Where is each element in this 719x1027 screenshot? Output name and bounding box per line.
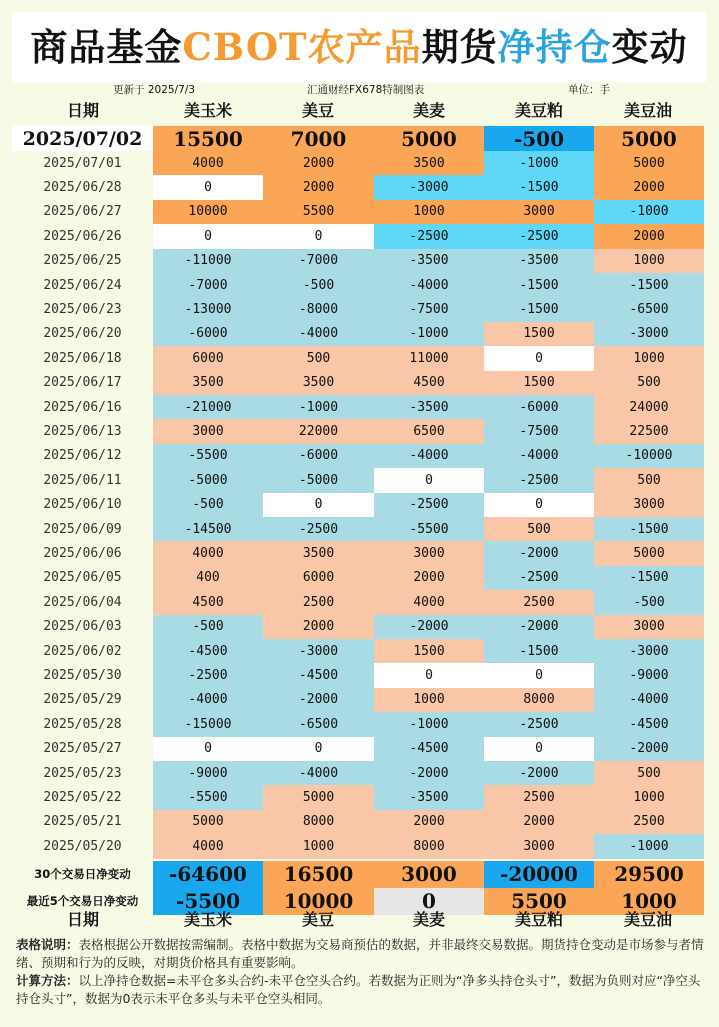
row-date: 2025/07/01 [43, 155, 122, 171]
notes-calculation [16, 972, 706, 1008]
cell-美豆油: 1000 [594, 888, 704, 915]
cell-美麦: 5000 [374, 126, 484, 151]
cell-美豆粕: -2500 [484, 468, 594, 492]
row-date: 2025/05/23 [43, 765, 122, 781]
cell-美豆: -2000 [263, 688, 374, 712]
row-date: 2025/06/06 [43, 546, 122, 562]
data-row [12, 151, 704, 175]
data-row [12, 493, 704, 517]
cell-美麦: 2000 [374, 810, 484, 834]
data-row [12, 224, 704, 248]
cell-美豆: -4500 [263, 663, 374, 687]
data-row [12, 444, 704, 468]
notes-desc-text: 表格根据公开数据按需编制。表格中数据为交易商预估的数据，并非最终交易数据。期货持仓变动是市场参与者情绪、预期和行为的反映，对期货价格具有重要影响。 [16, 937, 704, 970]
cell-美玉米: -4000 [153, 688, 263, 712]
row-date: 2025/06/02 [43, 643, 122, 659]
row-date: 2025/06/25 [43, 253, 122, 269]
title-part-2: CBOT农产品 [182, 25, 422, 69]
data-row [12, 175, 704, 199]
cell-美豆: 5000 [263, 785, 374, 809]
cell-美豆油: 3000 [594, 493, 704, 517]
cell-美豆油: 500 [594, 761, 704, 785]
cell-美豆油: -1500 [594, 566, 704, 590]
cell-美麦: -2000 [374, 761, 484, 785]
cell-美豆油: -9000 [594, 663, 704, 687]
data-row [12, 200, 704, 224]
cell-美豆: 1000 [263, 834, 374, 858]
row-date: 2025/05/29 [43, 692, 122, 708]
cell-美豆油: -2000 [594, 737, 704, 761]
cell-美麦: -2000 [374, 615, 484, 639]
cell-美豆: -2500 [263, 517, 374, 541]
row-date: 2025/06/12 [43, 448, 122, 464]
cell-美麦: 4000 [374, 590, 484, 614]
cell-美豆粕: -1000 [484, 151, 594, 175]
notes-calc-text: 以上净持仓数据=未平仓多头合约-未平仓空头合约。若数据为正则为“净多头持仓头寸”，数据为负则对应“净空头持仓头寸”，数据为0表示未平仓多头与未平仓空头相同。 [16, 973, 701, 1006]
cell-美豆: 2500 [263, 590, 374, 614]
cell-美玉米: 0 [153, 737, 263, 761]
cell-美豆粕: -1500 [484, 639, 594, 663]
cell-美豆: -7000 [263, 249, 374, 273]
notes [16, 936, 706, 1008]
row-date: 2025/06/10 [43, 497, 122, 513]
cell-美豆粕: -7500 [484, 419, 594, 443]
data-row [12, 395, 704, 419]
cell-美豆油: 1000 [594, 785, 704, 809]
cell-美豆: 6000 [263, 566, 374, 590]
cell-美麦: -1000 [374, 322, 484, 346]
data-row [12, 541, 704, 565]
cell-美玉米: 4000 [153, 541, 263, 565]
cell-美玉米: 0 [153, 224, 263, 248]
cell-美豆: 2000 [263, 615, 374, 639]
row-date: 2025/06/20 [43, 326, 122, 342]
cell-美玉米: -15000 [153, 712, 263, 736]
cell-美豆油: 5000 [594, 541, 704, 565]
meta-row [0, 82, 719, 98]
cell-美玉米: -7000 [153, 273, 263, 297]
cell-美玉米: 6000 [153, 346, 263, 370]
cell-美豆粕: 0 [484, 346, 594, 370]
cell-美豆: 16500 [263, 861, 374, 888]
cell-美豆: 8000 [263, 810, 374, 834]
cell-美豆: 2000 [263, 151, 374, 175]
cell-美豆粕: -3500 [484, 249, 594, 273]
row-date: 2025/05/30 [43, 668, 122, 684]
cell-美玉米: -5500 [153, 785, 263, 809]
cell-美豆粕: -1500 [484, 175, 594, 199]
cell-美豆: 7000 [263, 126, 374, 151]
data-row [12, 785, 704, 809]
cell-美玉米: -500 [153, 615, 263, 639]
cell-美豆粕: -2000 [484, 615, 594, 639]
cell-美麦: 3500 [374, 151, 484, 175]
data-row [12, 297, 704, 321]
data-row [12, 566, 704, 590]
cell-美豆粕: 8000 [484, 688, 594, 712]
notes-calc-label: 计算方法： [16, 973, 79, 988]
row-date: 2025/06/09 [43, 521, 122, 537]
cell-美豆粕: -2000 [484, 541, 594, 565]
cell-美豆: -1000 [263, 395, 374, 419]
cell-美玉米: -4500 [153, 639, 263, 663]
cell-美豆油: -500 [594, 590, 704, 614]
latest-row [12, 126, 704, 151]
cell-美玉米: -14500 [153, 517, 263, 541]
cell-美豆粕: 0 [484, 493, 594, 517]
row-date: 2025/05/21 [43, 814, 122, 830]
data-row [12, 615, 704, 639]
cell-美麦: -2500 [374, 493, 484, 517]
row-date: 2025/07/02 [12, 126, 153, 151]
cell-美豆油: -6500 [594, 297, 704, 321]
data-row [12, 346, 704, 370]
cell-美玉米: -64600 [153, 861, 263, 888]
cell-美豆: 5500 [263, 200, 374, 224]
cell-美豆油: 2000 [594, 175, 704, 199]
cell-美玉米: -5500 [153, 444, 263, 468]
cell-美豆: -8000 [263, 297, 374, 321]
cell-美豆: 3500 [263, 371, 374, 395]
notes-description [16, 936, 706, 972]
cell-美豆: -4000 [263, 761, 374, 785]
cell-美麦: 1500 [374, 639, 484, 663]
data-row [12, 737, 704, 761]
cell-美豆油: 22500 [594, 419, 704, 443]
cell-美麦: 4500 [374, 371, 484, 395]
cell-美麦: 1000 [374, 688, 484, 712]
cell-美豆油: -1000 [594, 200, 704, 224]
cell-美麦: 8000 [374, 834, 484, 858]
header-top-col-4: 美豆粕 [514, 101, 563, 120]
cell-美豆粕: -4000 [484, 444, 594, 468]
cell-美豆油: 5000 [594, 126, 704, 151]
header-bottom-col-3: 美麦 [412, 910, 445, 929]
column-header-bottom [0, 909, 719, 931]
cell-美麦: -3000 [374, 175, 484, 199]
cell-美麦: -1000 [374, 712, 484, 736]
row-date: 2025/06/17 [43, 375, 122, 391]
cell-美豆: 22000 [263, 419, 374, 443]
data-row [12, 663, 704, 687]
row-date: 2025/06/24 [43, 277, 122, 293]
header-top-col-5: 美豆油 [623, 101, 672, 120]
cell-美麦: 3000 [374, 541, 484, 565]
data-row [12, 273, 704, 297]
cell-美豆油: -4500 [594, 712, 704, 736]
cell-美豆粕: 2500 [484, 590, 594, 614]
cell-美玉米: 4000 [153, 834, 263, 858]
data-row [12, 712, 704, 736]
header-bottom-col-1: 美玉米 [183, 910, 232, 929]
cell-美豆粕: -2500 [484, 224, 594, 248]
row-date: 2025/05/22 [43, 790, 122, 806]
data-row [12, 590, 704, 614]
cell-美豆: -6500 [263, 712, 374, 736]
cell-美玉米: -5500 [153, 888, 263, 915]
header-bottom-date: 日期 [66, 910, 99, 929]
cell-美豆粕: -6000 [484, 395, 594, 419]
cell-美麦: -7500 [374, 297, 484, 321]
cell-美豆: 0 [263, 493, 374, 517]
cell-美玉米: -500 [153, 493, 263, 517]
cell-美豆油: -3000 [594, 639, 704, 663]
cell-美麦: 1000 [374, 200, 484, 224]
row-date: 2025/06/04 [43, 594, 122, 610]
cell-美豆油: -10000 [594, 444, 704, 468]
cell-美玉米: 3000 [153, 419, 263, 443]
data-row [12, 468, 704, 492]
cell-美豆油: -1500 [594, 273, 704, 297]
data-row [12, 249, 704, 273]
cell-美玉米: 10000 [153, 200, 263, 224]
cell-美豆油: 2500 [594, 810, 704, 834]
header-top-date: 日期 [66, 101, 99, 120]
cell-美麦: 3000 [374, 861, 484, 888]
data-row [12, 517, 704, 541]
cell-美玉米: 4500 [153, 590, 263, 614]
cell-美麦: 6500 [374, 419, 484, 443]
data-row [12, 688, 704, 712]
cell-美豆粕: -500 [484, 126, 594, 151]
cell-美豆油: -4000 [594, 688, 704, 712]
cell-美豆油: 5000 [594, 151, 704, 175]
cell-美豆油: 29500 [594, 861, 704, 888]
cell-美豆油: 1000 [594, 249, 704, 273]
cell-美麦: -3500 [374, 249, 484, 273]
cell-美麦: -3500 [374, 785, 484, 809]
cell-美豆油: 2000 [594, 224, 704, 248]
cell-美麦: 0 [374, 663, 484, 687]
updated-date: 更新于 2025/7/3 [113, 84, 195, 96]
cell-美豆粕: -1500 [484, 273, 594, 297]
cell-美豆油: 500 [594, 468, 704, 492]
unit-label: 单位：手 [568, 84, 610, 96]
header-top-col-3: 美麦 [412, 101, 445, 120]
data-row [12, 419, 704, 443]
cell-美玉米: -13000 [153, 297, 263, 321]
cell-美麦: -4500 [374, 737, 484, 761]
cell-美豆: 3500 [263, 541, 374, 565]
row-date: 2025/06/03 [43, 619, 122, 635]
cell-美玉米: -11000 [153, 249, 263, 273]
cell-美豆: 0 [263, 737, 374, 761]
data-row [12, 639, 704, 663]
row-date: 2025/06/23 [43, 302, 122, 318]
cell-美豆粕: 3000 [484, 834, 594, 858]
cell-美麦: -4000 [374, 273, 484, 297]
cell-美豆粕: 1500 [484, 371, 594, 395]
header-bottom-col-4: 美豆粕 [514, 910, 563, 929]
cell-美豆: -3000 [263, 639, 374, 663]
cell-美豆油: -1500 [594, 517, 704, 541]
summary-row [12, 861, 704, 888]
cell-美玉米: -21000 [153, 395, 263, 419]
cell-美豆油: 3000 [594, 615, 704, 639]
cell-美豆粕: 1500 [484, 322, 594, 346]
data-row [12, 834, 704, 858]
row-date: 2025/05/28 [43, 716, 122, 732]
cell-美豆: -6000 [263, 444, 374, 468]
cell-美豆: -500 [263, 273, 374, 297]
cell-美豆粕: 0 [484, 663, 594, 687]
title-part-4: 净持仓 [497, 25, 612, 69]
cell-美豆油: -3000 [594, 322, 704, 346]
cell-美麦: 2000 [374, 566, 484, 590]
row-date: 2025/06/27 [43, 204, 122, 220]
page-title [12, 12, 706, 82]
cell-美豆: 500 [263, 346, 374, 370]
cell-美麦: 0 [374, 468, 484, 492]
cell-美豆粕: 3000 [484, 200, 594, 224]
cell-美玉米: -6000 [153, 322, 263, 346]
cell-美豆: -5000 [263, 468, 374, 492]
title-part-1: 商品基金 [30, 25, 183, 69]
cell-美玉米: -2500 [153, 663, 263, 687]
cell-美豆油: -1000 [594, 834, 704, 858]
cell-美玉米: 5000 [153, 810, 263, 834]
notes-desc-label: 表格说明： [16, 937, 79, 952]
row-date: 2025/06/28 [43, 180, 122, 196]
cell-美豆粕: -2000 [484, 761, 594, 785]
row-date: 2025/05/20 [43, 838, 122, 854]
cell-美玉米: -9000 [153, 761, 263, 785]
cell-美麦: -4000 [374, 444, 484, 468]
cell-美豆: 2000 [263, 175, 374, 199]
row-date: 最近5个交易日净变动 [26, 894, 139, 909]
cell-美豆粕: -1500 [484, 297, 594, 321]
cell-美豆粕: 0 [484, 737, 594, 761]
column-header-top [0, 100, 719, 122]
cell-美豆粕: -2500 [484, 712, 594, 736]
cell-美玉米: 400 [153, 566, 263, 590]
cell-美豆粕: 5500 [484, 888, 594, 915]
header-bottom-col-5: 美豆油 [623, 910, 672, 929]
cell-美豆油: 1000 [594, 346, 704, 370]
cell-美麦: 0 [374, 888, 484, 915]
data-row [12, 322, 704, 346]
cell-美豆油: 24000 [594, 395, 704, 419]
header-top-col-1: 美玉米 [183, 101, 232, 120]
data-row [12, 810, 704, 834]
cell-美麦: -2500 [374, 224, 484, 248]
row-date: 2025/06/16 [43, 399, 122, 415]
row-date: 2025/06/11 [43, 472, 122, 488]
row-date: 2025/06/18 [43, 350, 122, 366]
row-date: 2025/06/13 [43, 424, 122, 440]
title-part-5: 变动 [611, 25, 688, 69]
cell-美玉米: -5000 [153, 468, 263, 492]
cell-美豆粕: 2500 [484, 785, 594, 809]
cell-美豆粕: 500 [484, 517, 594, 541]
cell-美豆粕: -2500 [484, 566, 594, 590]
row-date: 2025/05/27 [43, 741, 122, 757]
source-label: 汇通财经FX678特制图表 [307, 84, 425, 96]
cell-美玉米: 3500 [153, 371, 263, 395]
cell-美麦: -5500 [374, 517, 484, 541]
data-row [12, 371, 704, 395]
cell-美麦: -3500 [374, 395, 484, 419]
row-date: 2025/06/05 [43, 570, 122, 586]
title-part-3: 期货 [421, 25, 498, 69]
cell-美豆: 0 [263, 224, 374, 248]
header-top-col-2: 美豆 [301, 101, 334, 120]
cell-美玉米: 0 [153, 175, 263, 199]
row-date: 30个交易日净变动 [34, 867, 131, 882]
header-bottom-col-2: 美豆 [301, 910, 334, 929]
cell-美豆: 10000 [263, 888, 374, 915]
row-date: 2025/06/26 [43, 228, 122, 244]
cell-美玉米: 15500 [153, 126, 263, 151]
cell-美麦: 11000 [374, 346, 484, 370]
cell-美豆: -4000 [263, 322, 374, 346]
cell-美豆粕: -20000 [484, 861, 594, 888]
cell-美豆油: 500 [594, 371, 704, 395]
data-row [12, 761, 704, 785]
cell-美玉米: 4000 [153, 151, 263, 175]
cell-美豆粕: 2000 [484, 810, 594, 834]
